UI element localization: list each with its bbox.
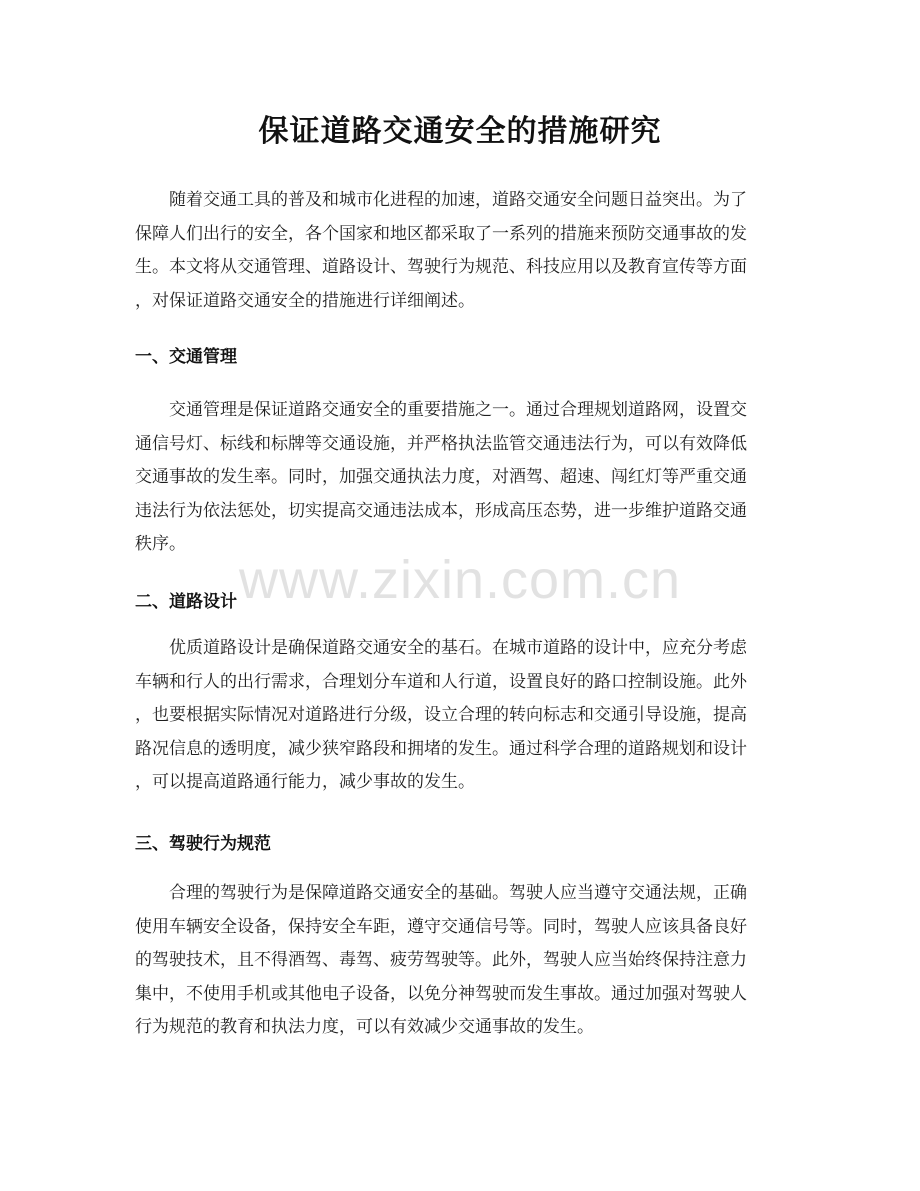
paragraph-line: 秩序。	[135, 534, 186, 554]
paragraph-line: ，也要根据实际情况对道路进行分级，设立合理的转向标志和交通引导设施，提高	[135, 705, 747, 725]
paragraph-line: 使用车辆安全设备，保持安全车距，遵守交通信号等。同时，驾驶人应该具备良好	[135, 916, 747, 937]
paragraph-line: 交通事故的发生率。同时，加强交通执法力度，对酒驾、超速、闯红灯等严重交通	[135, 467, 747, 487]
paragraph-line: ，对保证道路交通安全的措施进行详细阐述。	[135, 290, 475, 311]
paragraph-line: ，可以提高道路通行能力，减少事故的发生。	[135, 772, 475, 792]
document-title: 保证道路交通安全的措施研究	[258, 114, 662, 149]
section-heading-driving-behavior: 三、驾驶行为规范	[135, 834, 271, 854]
paragraph-line: 合理的驾驶行为是保障道路交通安全的基础。驾驶人应当遵守交通法规，正确	[169, 883, 747, 903]
paragraph-line: 路况信息的透明度，减少狭窄路段和拥堵的发生。通过科学合理的道路规划和设计	[135, 738, 747, 759]
paragraph-line: 的驾驶技术，且不得酒驾、毒驾、疲劳驾驶等。此外，驾驶人应当始终保持注意力	[135, 950, 747, 970]
paragraph-line: 违法行为依法惩处，切实提高交通违法成本，形成高压态势，进一步维护道路交通	[135, 500, 747, 521]
section-heading-road-design: 二、道路设计	[135, 592, 237, 612]
paragraph-line: 保障人们出行的安全，各个国家和地区都采取了一系列的措施来预防交通事故的发	[135, 223, 747, 244]
paragraph-line: 优质道路设计是确保道路交通安全的基石。在城市道路的设计中，应充分考虑	[169, 638, 747, 658]
section-heading-traffic-management: 一、交通管理	[135, 347, 237, 367]
paragraph-line: 集中，不使用手机或其他电子设备，以免分神驾驶而发生事故。通过加强对驾驶人	[135, 983, 747, 1004]
paragraph-line: 生。本文将从交通管理、道路设计、驾驶行为规范、科技应用以及教育宣传等方面	[135, 257, 747, 277]
watermark: www.zixin.com.cn	[238, 550, 682, 610]
section-paragraph-road-design	[135, 632, 787, 800]
paragraph-line: 通信号灯、标线和标牌等交通设施，并严格执法监管交通违法行为，可以有效降低	[135, 433, 747, 454]
section-paragraph-driving-behavior	[135, 877, 787, 1045]
section-paragraph-traffic-management	[135, 394, 787, 562]
paragraph-line: 随着交通工具的普及和城市化进程的加速，道路交通安全问题日益突出。为了	[169, 190, 747, 210]
paragraph-line: 交通管理是保证道路交通安全的重要措施之一。通过合理规划道路网，设置交	[169, 400, 747, 420]
paragraph-line: 行为规范的教育和执法力度，可以有效减少交通事故的发生。	[135, 1017, 594, 1037]
paragraph-line: 车辆和行人的出行需求，合理划分车道和人行道，设置良好的路口控制设施。此外	[135, 671, 747, 692]
intro-paragraph	[135, 184, 787, 318]
